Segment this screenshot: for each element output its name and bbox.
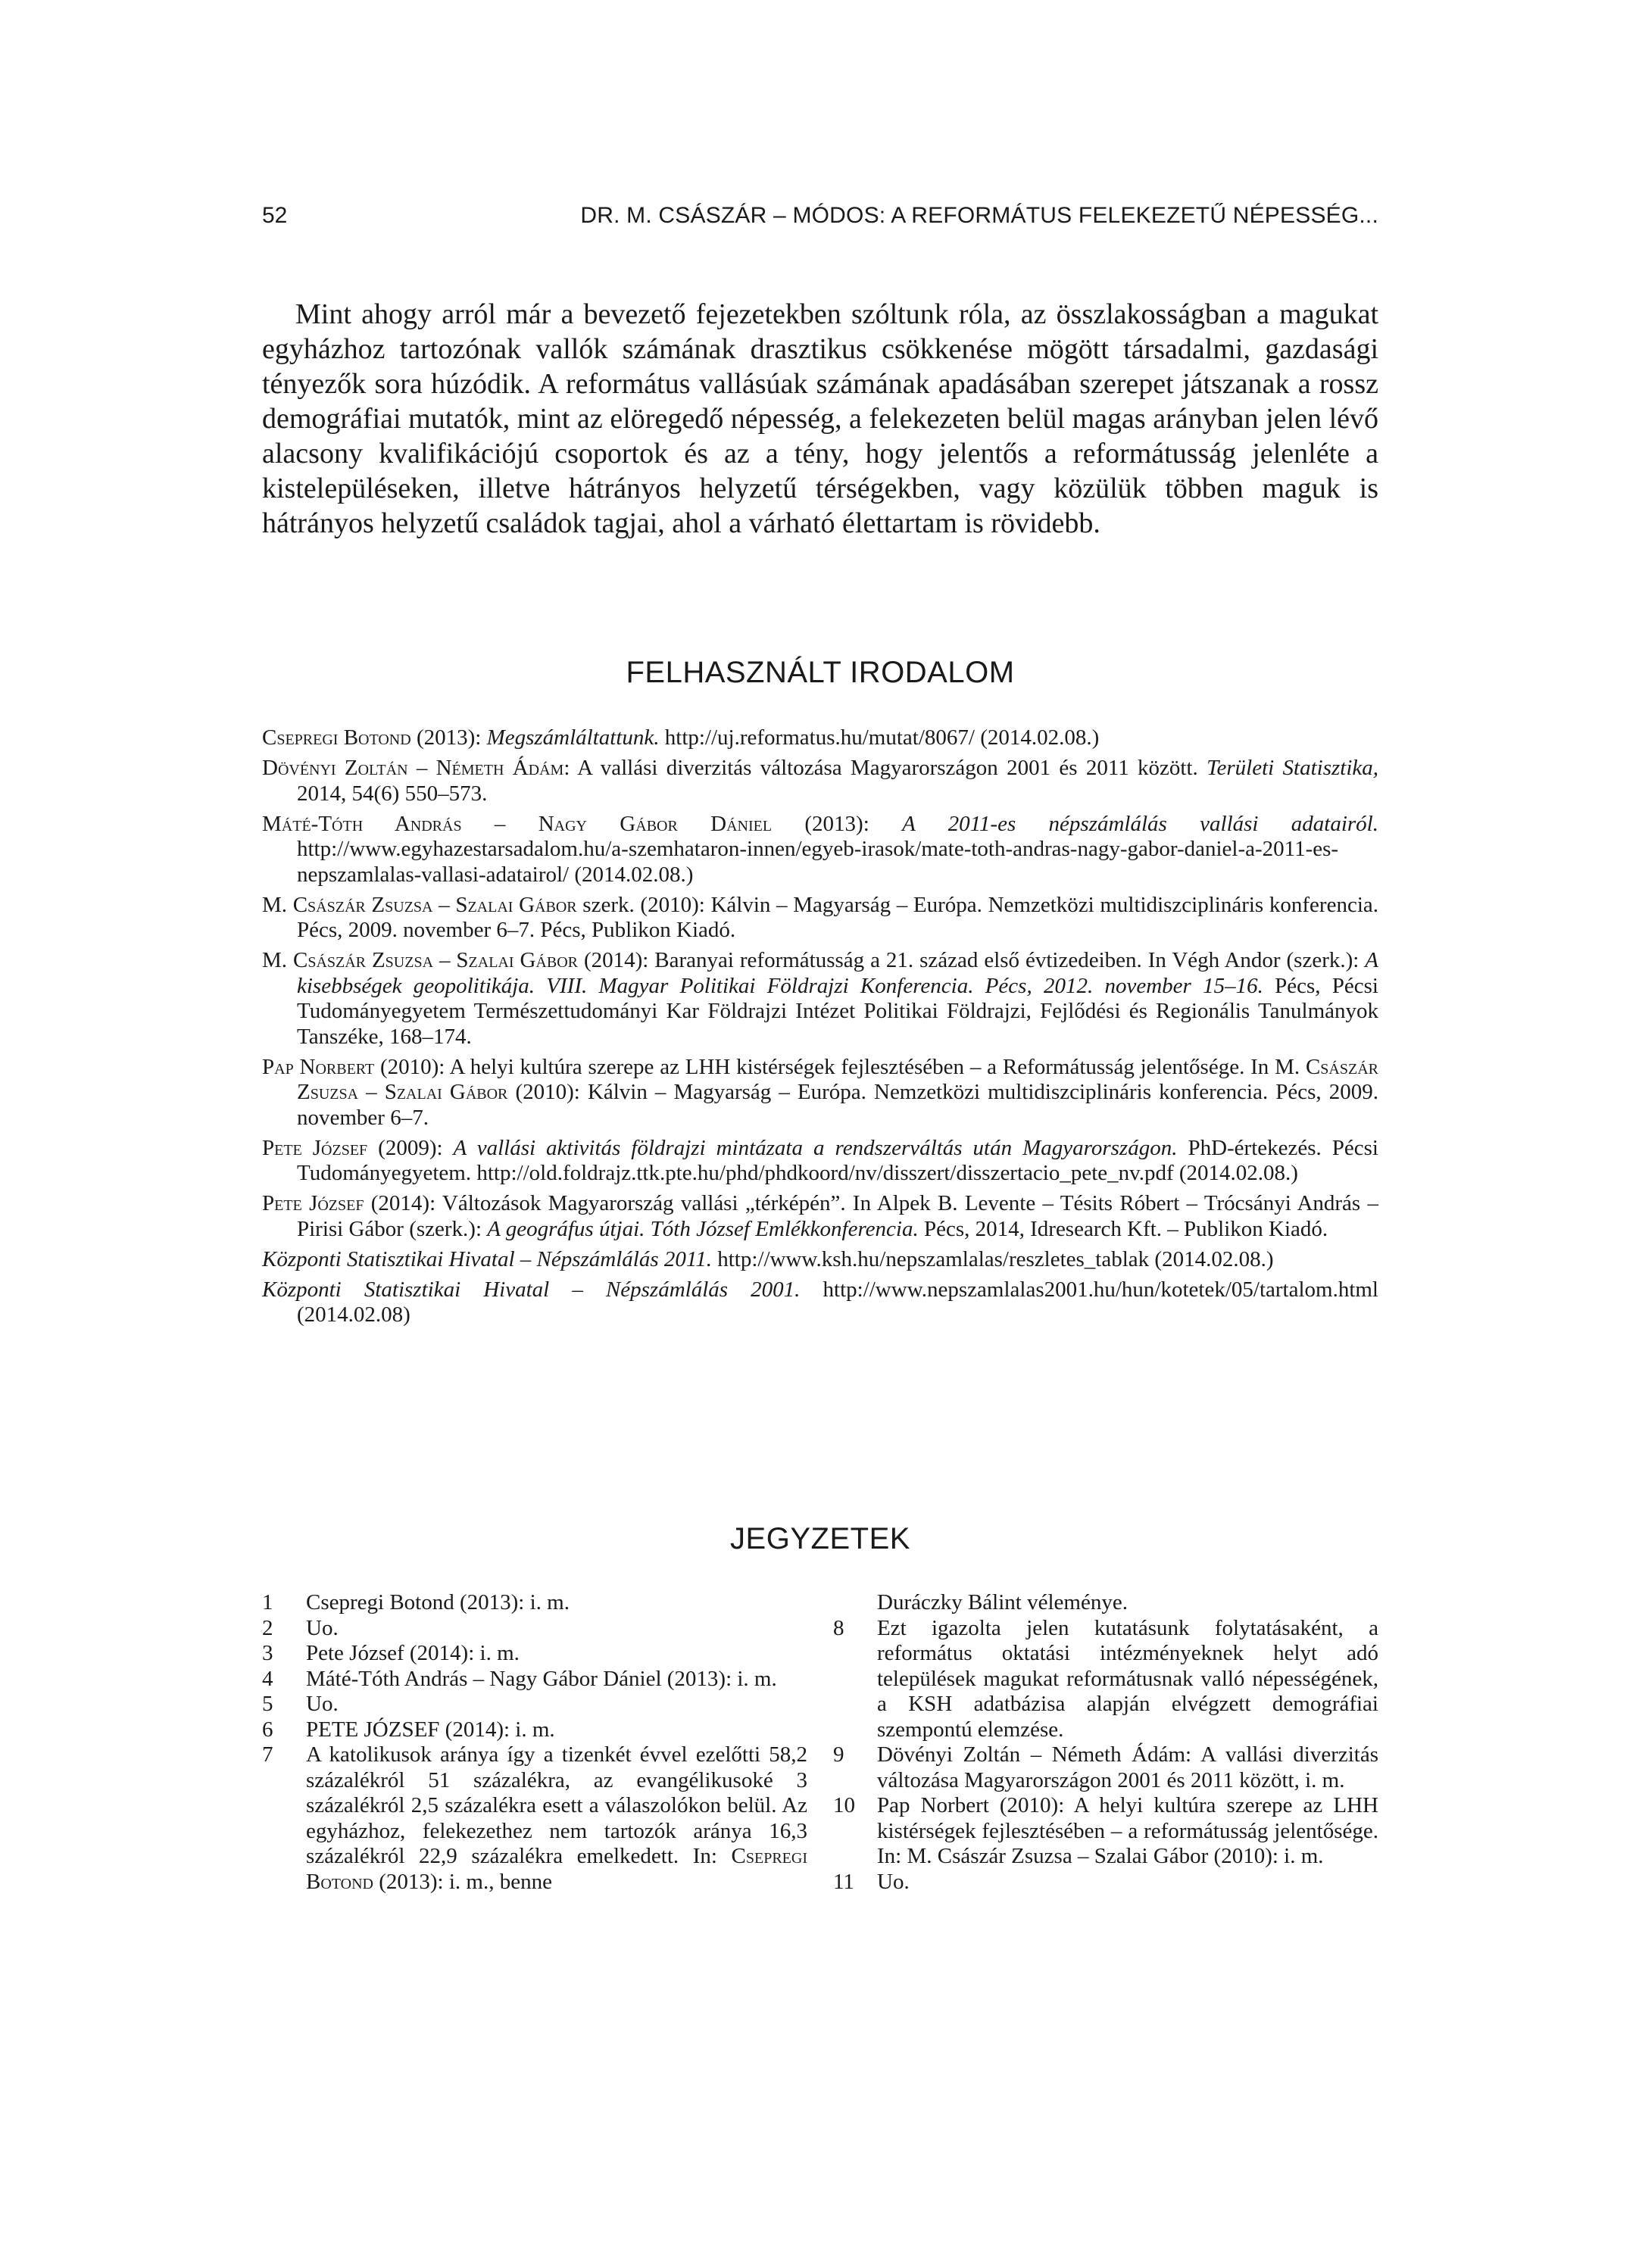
notes-column-left — [262, 1590, 807, 1895]
note-item: 5 Uo. — [262, 1692, 339, 1716]
reference-item: Központi Statisztikai Hivatal – Népszámlálás 2001. http://www.nepszamlalas2001.hu/hun/kotetek/05/tartalom.html (2014.02.08) — [262, 1277, 1378, 1327]
reference-item: Központi Statisztikai Hivatal – Népszámlálás 2011. http://www.ksh.hu/nepszamlalas/reszletes_tablak (2014.02.08.) — [262, 1246, 1274, 1271]
note-item: 9 Dövényi Zoltán – Németh Ádám: A vallási diverzitás változása Magyarországon 2001 és 2011 között, i. m. — [833, 1742, 1378, 1792]
reference-item: M. Császár Zsuzsa – Szalai Gábor szerk. (2010): Kálvin – Magyarság – Európa. Nemzetközi multidiszciplináris konferencia. Pécs, 2009. november 6–7. Pécs, Publikon Kiadó. — [262, 892, 1379, 942]
running-header — [262, 203, 1378, 236]
references-title: FELHASZNÁLT IRODALOM — [626, 656, 1015, 689]
note-item: 4 Máté-Tóth András – Nagy Gábor Dániel (2013): i. m. — [262, 1666, 777, 1691]
note-item: 3 Pete József (2014): i. m. — [262, 1641, 520, 1665]
note-item: 10 Pap Norbert (2010): A helyi kultúra szerepe az LHH kistérségek fejlesztésében – a reformátusság jelentősége. In: M. Császár Zsuzsa – Szalai Gábor (2010): i. m. — [833, 1793, 1378, 1868]
page-number: 52 — [262, 203, 288, 228]
reference-item: Dövényi Zoltán – Németh Ádám: A vallási diverzitás változása Magyarországon 2001 és 2011 között. Területi Statisztika, 2014, 54(6) 550–573. — [262, 756, 1378, 806]
notes-title: JEGYZETEK — [730, 1522, 910, 1555]
reference-item: Pete József (2014): Változások Magyarország vallási „térképén”. In Alpek B. Levente – Tésits Róbert – Trócsányi András – Pirisi Gábor (szerk.): A geográfus útjai. Tóth József Emlékkonferencia. Pécs, 2014, Idresearch Kft. – Publikon Kiadó. — [262, 1191, 1379, 1241]
reference-item: Csepregi Botond (2013): Megszámláltattunk. http://uj.reformatus.hu/mutat/8067/ (2014.02.08.) — [262, 725, 1100, 750]
reference-item: M. Császár Zsuzsa – Szalai Gábor (2014): Baranyai reformátusság a 21. század első évtizedeiben. In Végh Andor (szerk.): A kisebbségek geopolitikája. VIII. Magyar Politikai Földrajzi Konferencia. Pécs, 2012. november 15–16. Pécs, Pécsi Tudományegyetem Természettudományi Kar Földrajzi Intézet Politikai Földrajzi, Fejlődési és Regionális Tanulmányok Tanszéke, 168–174. — [262, 948, 1378, 1049]
note-item: 7 A katolikusok aránya így a tizenkét évvel ezelőtti 58,2 százalékról 51 százalékra, az evangélikusoké 3 százalékról 2,5 százalékra esett a válaszolókon belül. Az egyházhoz, felekezethez nem tartozók aránya 16,3 százalékról 22,9 százalékra emelkedett. In: Csepregi Botond (2013): i. m., benne — [262, 1742, 807, 1894]
body-paragraph: Mint ahogy arról már a bevezető fejezetekben szóltunk róla, az összlakosságban a magukat egyházhoz tartozónak vallók számának drasztikus csökkenése mögött társadalmi, gazdasági tényezők sora húzódik. A református vallásúak számának apadásában szerepet játszanak a rossz demográfiai mutatók, mint az elöregedő népesség, a felekezeten belül magas arányban jelen lévő alacsony kvalifikációjú csoportok és az a tény, hogy jelentős a reformátusság jelenléte a kistelepüléseken, illetve hátrányos helyzetű térségekben, vagy közülük többen maguk is hátrányos helyzetű családok tagjai, ahol a várható élettartam is rövidebb. — [262, 298, 1378, 539]
references-list — [262, 725, 1378, 1333]
note-item: 8 Ezt igazolta jelen kutatásunk folytatásaként, a református oktatási intézményeknek helyt adó települések magukat reformátusnak valló népességének, a KSH adatbázisa alapján elvégzett demográfiai szempontú elemzése. — [833, 1615, 1378, 1742]
reference-item: Pap Norbert (2010): A helyi kultúra szerepe az LHH kistérségek fejlesztésében – a Reformátusság jelentősége. In M. Császár Zsuzsa – Szalai Gábor (2010): Kálvin – Magyarság – Európa. Nemzetközi multidiszciplináris konferencia. Pécs, 2009. november 6–7. — [262, 1054, 1378, 1130]
reference-item: Máté-Tóth András – Nagy Gábor Dániel (2013): A 2011-es népszámlálás vallási adatairól. http://www.egyhazestarsadalom.hu/a-szemhataron-innen/egyeb-irasok/mate-toth-andras-nagy-gabor-daniel-a-2011-es-nepszamlalas-vallasi-adatairol/ (2014.02.08.) — [262, 811, 1378, 887]
running-title: DR. M. CSÁSZÁR – MÓDOS: A REFORMÁTUS FELEKEZETŰ NÉPESSÉG... — [580, 203, 1378, 228]
reference-item: Pete József (2009): A vallási aktivitás földrajzi mintázata a rendszerváltás után Magyarországon. PhD-értekezés. Pécsi Tudományegyetem. http://old.foldrajz.ttk.pte.hu/phd/phdkoord/nv/disszert/disszertacio_pete_nv.pdf (2014.02.08.) — [262, 1135, 1378, 1185]
note-item: 11 Uo. — [833, 1869, 910, 1894]
note-item: 2 Uo. — [262, 1615, 339, 1640]
note-item: 6 PETE JÓZSEF (2014): i. m. — [262, 1717, 555, 1742]
note-item: 1 Csepregi Botond (2013): i. m. — [262, 1590, 570, 1614]
notes-column-right — [833, 1590, 1378, 1895]
note-item: Duráczky Bálint véleménye. — [877, 1590, 1128, 1614]
